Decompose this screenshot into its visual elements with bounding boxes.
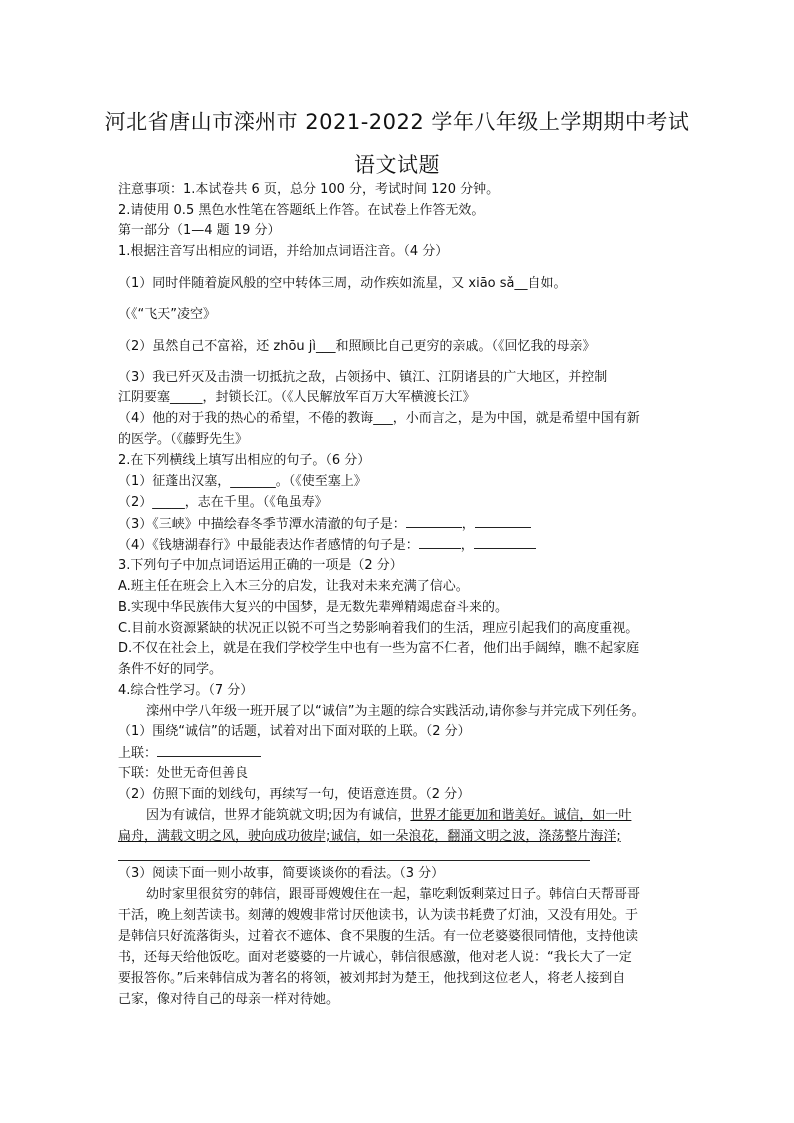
story-line-4: 书，还每天给他饭吃。面对老婆婆的一片诚心，韩信很感激，他对老人说：“我长大了一定 xyxy=(118,950,632,965)
couplet-upper-label: 上联： xyxy=(118,746,158,761)
q4-item-2: （2）仿照下面的划线句，再续写一句，使语意连贯。（2 分） xyxy=(118,787,471,802)
q2-item-2: （2）_____，志在千里。（《龟虽寿》 xyxy=(118,495,328,510)
exam-title: 河北省唐山市滦州市 2021-2022 学年八年级上学期期中考试 xyxy=(104,110,690,134)
answer-blank[interactable] xyxy=(406,515,462,528)
couplet-upper xyxy=(118,744,261,763)
q2-item-4 xyxy=(118,536,536,555)
q3-option-d-line-2: 条件不好的同学。 xyxy=(118,662,223,677)
underlined-sentence: 世界才能更加和谐美好。诚信，如一叶 xyxy=(410,808,632,823)
q2-item-3 xyxy=(118,515,531,534)
answer-line[interactable] xyxy=(118,860,590,861)
notice-line-1: 注意事项：1.本试卷共 6 页，总分 100 分，考试时间 120 分钟。 xyxy=(118,182,500,197)
sentence-part: 因为有诚信，世界才能筑就文明;因为有诚信， xyxy=(146,808,411,823)
q4-item-1: （1）围绕“诚信”的话题，试着对出下面对联的上联。（2 分） xyxy=(118,724,471,739)
question-3: 3.下列句子中加点词语运用正确的一项是（2 分） xyxy=(118,558,403,573)
part-heading: 第一部分（1—4 题 19 分） xyxy=(118,223,281,238)
comma-mark: ， xyxy=(461,517,475,532)
exam-subtitle: 语文试题 xyxy=(354,153,440,177)
q3-option-a: A.班主任在班会上入木三分的启发，让我对未来充满了信心。 xyxy=(118,579,469,594)
q2-item-1: （1）征蓬出汉塞，_______。（《使至塞上》 xyxy=(118,474,367,489)
notice-line-2: 2.请使用 0.5 黑色水性笔在答题纸上作答。在试卷上作答无效。 xyxy=(118,203,485,218)
q1-item-3-line-1: （3）我已歼灭及击溃一切抵抗之敌，占领扬中、镇江、江阴诸县的广大地区，并控制 xyxy=(118,370,608,385)
q4-item-2-text-line-2: 扁舟，满载文明之风，驶向成功彼岸;诚信，如一朵浪花，翻涌文明之波，涤荡整片海洋; xyxy=(118,829,621,844)
question-4: 4.综合性学习。（7 分） xyxy=(118,683,254,698)
q3-option-c: C.目前水资源紧缺的状况正以锐不可当之势影响着我们的生活，理应引起我们的高度重视。 xyxy=(118,621,639,636)
story-line-5: 要报答你。”后来韩信成为著名的将领，被刘邦封为楚王，他找到这位老人，将老人接到自 xyxy=(118,971,626,986)
q1-item-4-line-2: 的医学。（《藤野先生》 xyxy=(118,432,249,447)
story-line-3: 是韩信只好流落街头，过着衣不遮体、食不果腹的生活。有一位老婆婆很同情他，支持他读 xyxy=(118,929,639,944)
question-1: 1.根据注音写出相应的词语，并给加点词语注音。（4 分） xyxy=(118,244,449,259)
couplet-lower: 下联：处世无奇但善良 xyxy=(118,766,249,781)
question-2: 2.在下列横线上填写出相应的句子。（6 分） xyxy=(118,453,371,468)
comma-mark: ， xyxy=(460,538,474,553)
q3-option-b: B.实现中华民族伟大复兴的中国梦，是无数先辈殚精竭虑奋斗来的。 xyxy=(118,600,509,615)
q4-item-2-text-line-1 xyxy=(146,807,631,825)
answer-blank[interactable] xyxy=(475,515,531,528)
q2-item-4-text: （4）《钱塘湖春行》中最能表达作者感情的句子是： xyxy=(118,538,419,553)
q4-intro: 滦州中学八年级一班开展了以“诚信”为主题的综合实践活动,请你参与并完成下列任务。 xyxy=(146,704,645,719)
story-line-1: 幼时家里很贫穷的韩信，跟哥哥嫂嫂住在一起，靠吃剩饭剩菜过日子。韩信白天帮哥哥 xyxy=(146,887,641,902)
q1-item-3-line-2: 江阴要塞_____，封锁长江。（《人民解放军百万大军横渡长江》 xyxy=(118,390,476,405)
q4-item-3: （3）阅读下面一则小故事，简要谈谈你的看法。（3 分） xyxy=(118,866,445,881)
q3-option-d-line-1: D.不仅在社会上，就是在我们学校学生中也有一些为富不仁者，他们出手阔绰，瞧不起家庭 xyxy=(118,641,640,656)
q1-item-1-source: （《“飞天”凌空》 xyxy=(118,307,216,322)
story-line-6: 己家，像对待自己的母亲一样对待她。 xyxy=(118,992,340,1007)
answer-blank[interactable] xyxy=(419,536,461,549)
answer-blank[interactable] xyxy=(474,536,536,549)
q1-item-1: （1）同时伴随着旋风般的空中转体三周，动作疾如流星，又 xiāo sǎ__自如。 xyxy=(118,276,567,291)
q2-item-3-text: （3）《三峡》中描绘春冬季节潭水清澈的句子是： xyxy=(118,517,406,532)
answer-blank[interactable] xyxy=(157,744,261,757)
story-line-2: 干活，晚上刻苦读书。刻薄的嫂嫂非常讨厌他读书，认为读书耗费了灯油，又没有用处。于 xyxy=(118,908,639,923)
q1-item-4-line-1: （4）他的对于我的热心的希望，不倦的教诲___，小而言之，是为中国，就是希望中国有新 xyxy=(118,411,640,426)
q1-item-2: （2）虽然自己不富裕，还 zhōu jì___和照顾比自己更穷的亲戚。（《回忆我的母亲》 xyxy=(118,339,596,354)
